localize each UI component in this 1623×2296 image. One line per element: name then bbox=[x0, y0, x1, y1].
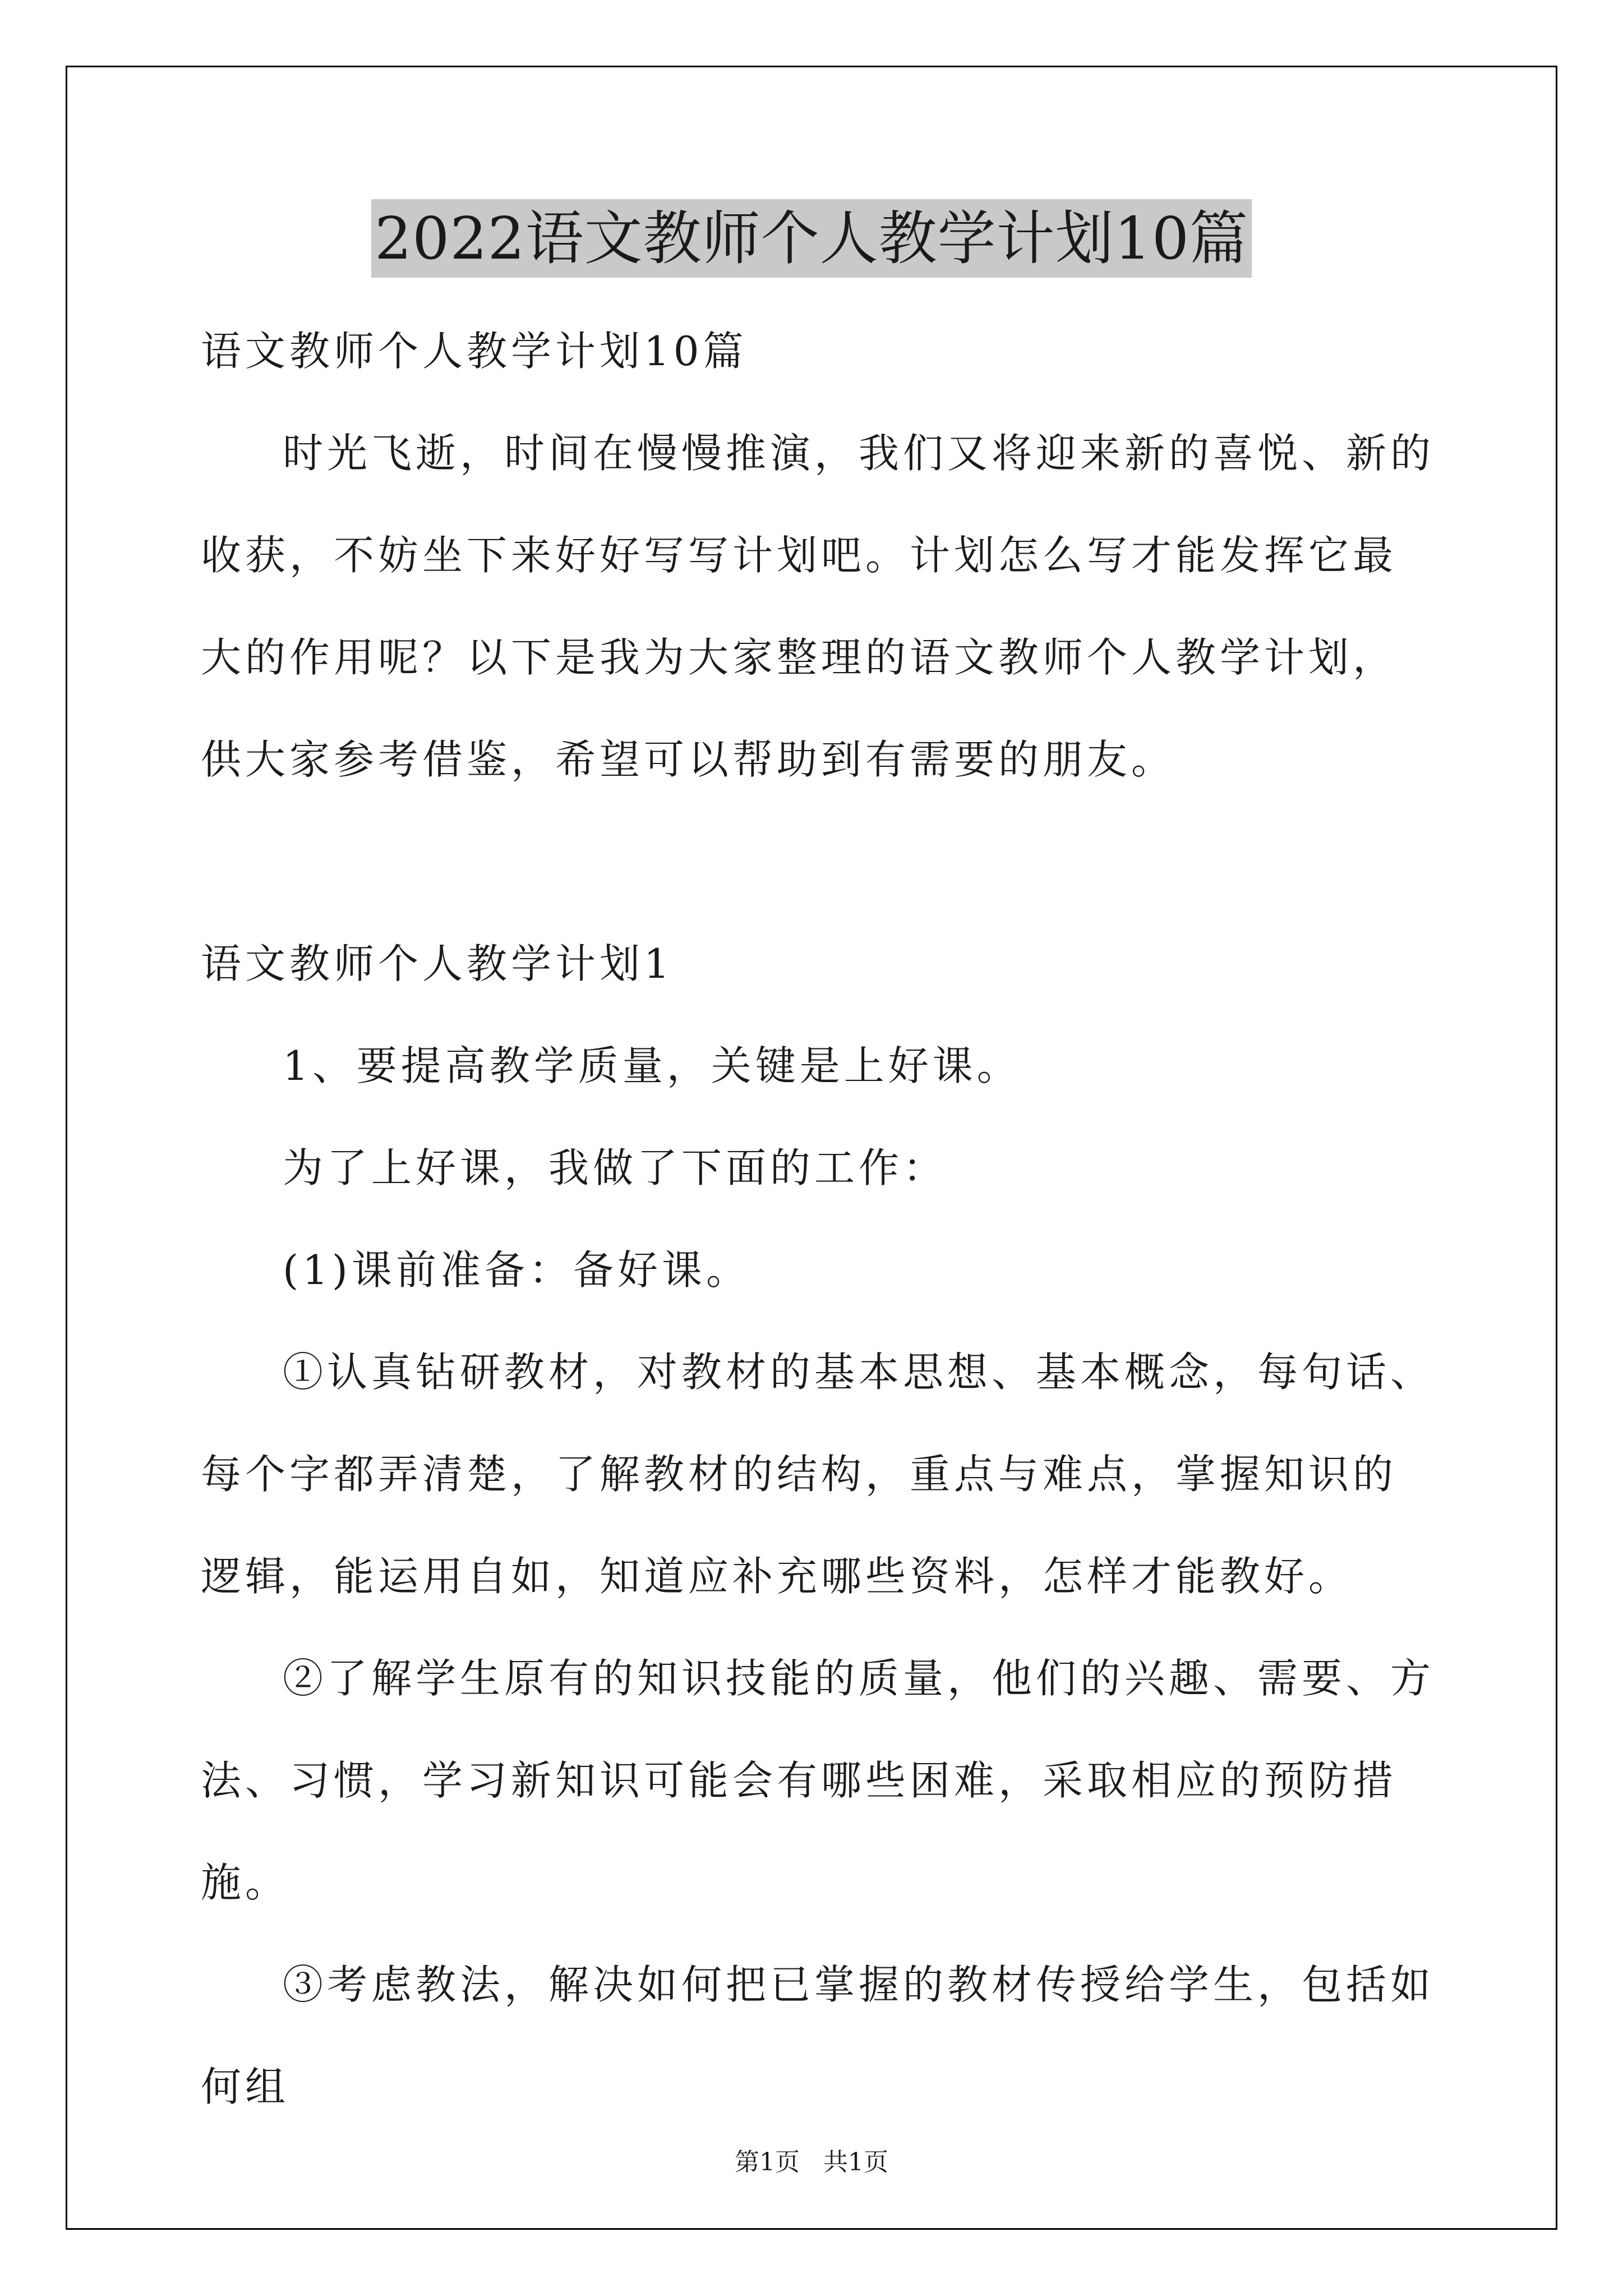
body-paragraph: 1、要提高教学质量，关键是上好课。 bbox=[283, 1042, 1021, 1089]
page-footer: 第1页 共1页 bbox=[735, 2148, 888, 2177]
body-paragraph: 为了上好课，我做了下面的工作： bbox=[283, 1144, 948, 1191]
intro-paragraph: 时光飞逝，时间在慢慢推演，我们又将迎来新的喜悦、新的收获，不妨坐下来好好写写计划吧。计划怎么写才能发挥它最大的作用呢？以下是我为大家整理的语文教师个人教学计划，供大家参考借鉴，希望可以帮助到有需要的朋友。 bbox=[201, 430, 1435, 783]
document-title: 2022语文教师个人教学计划10篇 bbox=[371, 199, 1252, 278]
section-heading: 语文教师个人教学计划1 bbox=[201, 940, 674, 987]
title-container bbox=[0, 199, 1623, 278]
subtitle-paragraph: 语文教师个人教学计划10篇 bbox=[201, 328, 748, 375]
body-paragraph: (1)课前准备：备好课。 bbox=[283, 1246, 750, 1294]
body-paragraph: ③考虑教法，解决如何把已掌握的教材传授给学生，包括如何组 bbox=[201, 1961, 1435, 2110]
body-paragraph: ①认真钻研教材，对教材的基本思想、基本概念，每句话、每个字都弄清楚，了解教材的结构，重点与难点，掌握知识的逻辑，能运用自如，知道应补充哪些资料，怎样才能教好。 bbox=[201, 1349, 1435, 1600]
document-body bbox=[201, 300, 1440, 2138]
body-paragraph: ②了解学生原有的知识技能的质量，他们的兴趣、需要、方法、习惯，学习新知识可能会有哪些困难，采取相应的预防措施。 bbox=[201, 1655, 1435, 1906]
